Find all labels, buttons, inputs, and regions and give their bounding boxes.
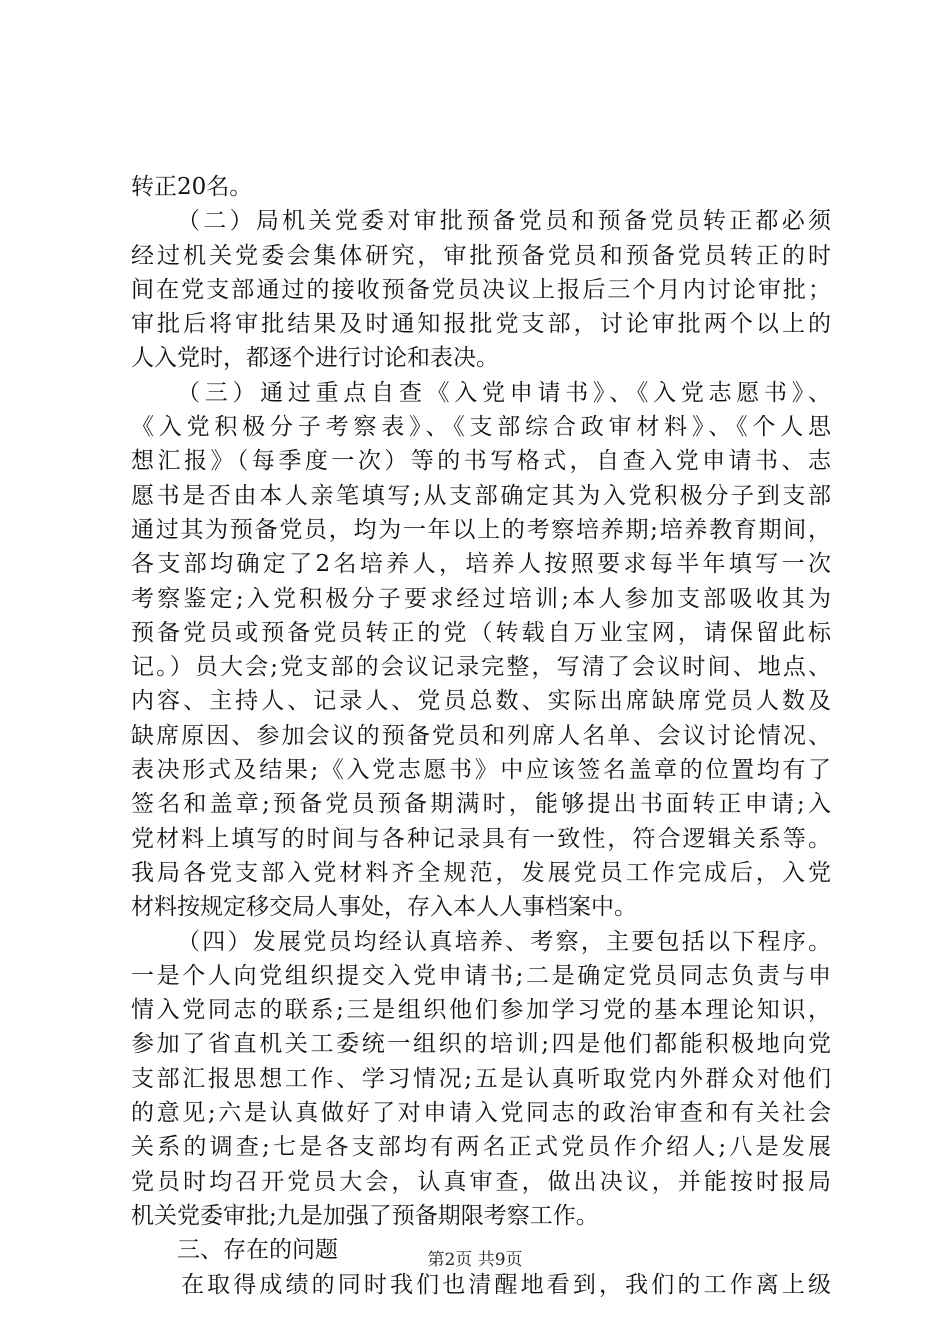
text-line: 支部汇报思想工作、学习情况;五是认真听取党内外群众对他们 — [131, 1065, 831, 1092]
text-line: （四）发展党员均经认真培养、考察，主要包括以下程序。 — [177, 928, 831, 955]
text-line: 想汇报》（每季度一次）等的书写格式，自查入党申请书、志 — [131, 448, 831, 475]
text-line: 通过其为预备党员，均为一年以上的考察培养期;培养教育期间， — [131, 516, 831, 543]
text-line: 机关党委审批;九是加强了预备期限考察工作。 — [131, 1202, 599, 1229]
text-line: 考察鉴定;入党积极分子要求经过培训;本人参加支部吸收其为 — [131, 585, 831, 612]
text-line: （二）局机关党委对审批预备党员和预备党员转正都必须 — [177, 208, 831, 235]
text-line: 我局各党支部入党材料齐全规范，发展党员工作完成后，入党 — [131, 859, 831, 886]
text-line: 党材料上填写的时间与各种记录具有一致性，符合逻辑关系等。 — [131, 825, 831, 852]
text-line: （三）通过重点自查《入党申请书》、《入党志愿书》、 — [177, 379, 831, 406]
text-line: 内容、主持人、记录人、党员总数、实际出席缺席党员人数及 — [131, 688, 831, 715]
text-line: 签名和盖章;预备党员预备期满时，能够提出书面转正申请;入 — [131, 791, 831, 818]
text-line: 审批后将审批结果及时通知报批党支部，讨论审批两个以上的 — [131, 311, 831, 338]
text-line: 《入党积极分子考察表》、《支部综合政审材料》、《个人思 — [131, 414, 831, 441]
text-line: 人入党时，都逐个进行讨论和表决。 — [131, 345, 499, 372]
text-line: 缺席原因、参加会议的预备党员和列席人名单、会议讨论情况、 — [131, 722, 831, 749]
text-line: 转正20名。 — [131, 174, 253, 200]
page-footer: 第2页 共9页 — [427, 1250, 523, 1270]
text-line: 经过机关党委会集体研究，审批预备党员和预备党员转正的时 — [131, 242, 831, 269]
text-line: 的意见;六是认真做好了对申请入党同志的政治审查和有关社会 — [131, 1100, 831, 1127]
text-line: 情入党同志的联系;三是组织他们参加学习党的基本理论知识， — [131, 997, 831, 1024]
text-line: 预备党员或预备党员转正的党（转载自万业宝网，请保留此标 — [131, 619, 831, 646]
text-line: 表决形式及结果;《入党志愿书》中应该签名盖章的位置均有了 — [131, 757, 831, 784]
text-line: 各支部均确定了2名培养人，培养人按照要求每半年填写一次 — [131, 551, 831, 578]
document-body — [131, 170, 831, 1302]
text-line: 三、存在的问题 — [177, 1237, 338, 1264]
text-line: 间在党支部通过的接收预备党员决议上报后三个月内讨论审批； — [131, 276, 831, 303]
text-line: 在取得成绩的同时我们也清醒地看到，我们的工作离上级 — [181, 1271, 831, 1298]
text-line: 记。）员大会;党支部的会议记录完整，写清了会议时间、地点、 — [131, 654, 831, 681]
text-line: 参加了省直机关工委统一组织的培训;四是他们都能积极地向党 — [131, 1031, 831, 1058]
text-line: 一是个人向党组织提交入党申请书;二是确定党员同志负责与申 — [131, 962, 831, 989]
text-line: 材料按规定移交局人事处，存入本人人事档案中。 — [131, 894, 637, 921]
text-line: 关系的调查;七是各支部均有两名正式党员作介绍人;八是发展 — [131, 1134, 831, 1161]
text-line: 愿书是否由本人亲笔填写;从支部确定其为入党积极分子到支部 — [131, 482, 831, 509]
text-line: 党员时均召开党员大会，认真审查，做出决议，并能按时报局 — [131, 1168, 831, 1195]
